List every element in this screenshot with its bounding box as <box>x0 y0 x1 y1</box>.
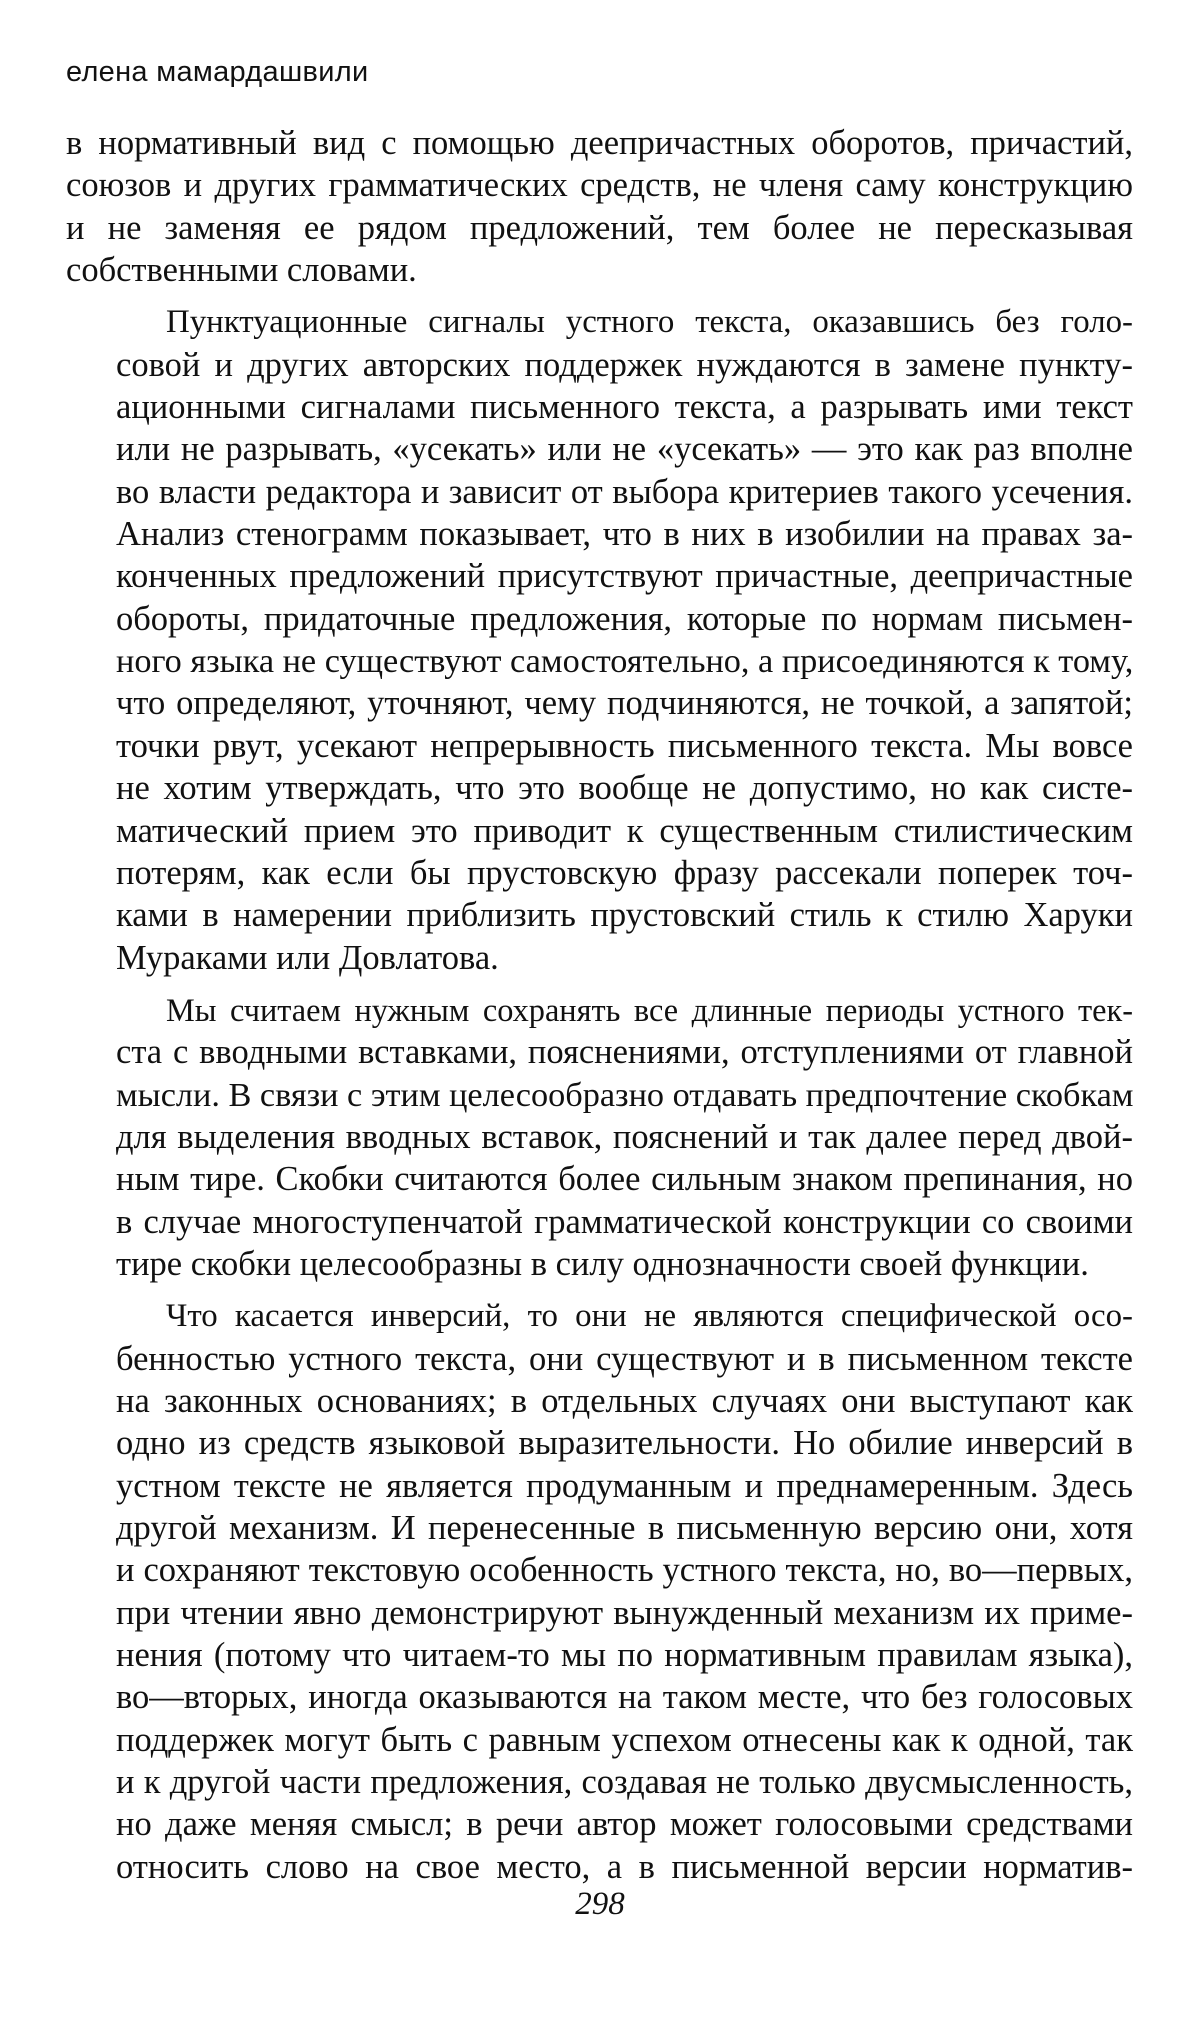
text-line: одно из средств языковой выразительности. Но обилие инверсий в <box>116 1424 1133 1463</box>
text-line: мысли. В связи с этим целесообразно отдавать предпочтение скобкам <box>116 1075 1134 1114</box>
text-line: другой механизм. И перенесенные в письменную версию они, хотя <box>116 1509 1133 1547</box>
text-line: в нормативный вид с помощью деепричастных оборотов, причастий, <box>66 124 1133 162</box>
text-line: ками в намерении приблизить прустовский стиль к стилю Харуки <box>116 896 1133 935</box>
text-line: на законных основаниях; в отдельных случаях они выступают как <box>116 1381 1133 1420</box>
text-line: и сохраняют текстовую особенность устного текста, но, во—первых, <box>116 1551 1133 1590</box>
text-line: для выделения вводных вставок, пояснений и так далее перед двой- <box>116 1117 1133 1156</box>
text-line: Мы считаем нужным сохранять все длинные периоды устного тек- <box>166 991 1133 1028</box>
text-line: конченных предложений присутствуют причастные, деепричастные <box>116 557 1133 596</box>
text-line: ного языка не существуют самостоятельно, а присоединяются к тому, <box>116 642 1134 681</box>
text-line: собственными словами. <box>66 251 417 290</box>
text-line: Мураками или Довлатова. <box>116 938 499 977</box>
text-line: поддержек могут быть с равным успехом отнесены как к одной, так <box>116 1720 1133 1759</box>
text-line: что определяют, уточняют, чему подчиняются, не точкой, а запятой; <box>116 684 1133 723</box>
page-number: 298 <box>575 1886 625 1922</box>
text-line: потерям, как если бы прустовскую фразу рассекали поперек точ- <box>116 853 1133 892</box>
text-line: в случае многоступенчатой грамматической конструкции со своими <box>116 1202 1133 1241</box>
text-line: не хотим утверждать, что это вообще не допустимо, но как систе- <box>116 769 1133 808</box>
text-line: бенностью устного текста, они существуют и в письменном тексте <box>116 1339 1133 1378</box>
text-line: Анализ стенограмм показывает, что в них в изобилии на правах за- <box>116 515 1133 554</box>
text-line: ста с вводными вставками, пояснениями, отступлениями от главной <box>116 1033 1133 1072</box>
text-line: во власти редактора и зависит от выбора критериев такого усечения. <box>116 472 1133 511</box>
text-line: Что касается инверсий, то они не являются специфической осо- <box>166 1298 1133 1335</box>
text-line: союзов и других грамматических средств, не членя саму конструкцию <box>66 166 1133 205</box>
text-line: или не разрывать, «усекать» или не «усекать» — это как раз вполне <box>116 430 1133 469</box>
text-line: но даже меняя смысл; в речи автор может голосовыми средствами <box>116 1805 1133 1844</box>
text-line: и к другой части предложения, создавая не только двусмысленность, <box>116 1763 1133 1802</box>
paragraph <box>66 301 1133 979</box>
text-line: тире скобки целесообразны в силу однозначности своей функции. <box>116 1244 1089 1283</box>
body-text <box>66 122 1133 1888</box>
paragraph <box>66 122 1133 291</box>
text-line: во—вторых, иногда оказываются на таком месте, что без голосовых <box>116 1678 1133 1717</box>
paragraph <box>66 1295 1133 1888</box>
text-line: ационными сигналами письменного текста, а разрывать ими текст <box>116 388 1133 427</box>
text-line: нения (потому что читаем-то мы по нормативным правилам языка), <box>116 1636 1133 1675</box>
text-line: устном тексте не является продуманным и преднамеренным. Здесь <box>116 1466 1133 1505</box>
text-line: при чтении явно демонстрируют вынужденный механизм их приме- <box>116 1593 1133 1632</box>
text-line: точки рвут, усекают непрерывность письменного текста. Мы вовсе <box>116 726 1133 765</box>
paragraph <box>66 989 1133 1285</box>
text-line: ным тире. Скобки считаются более сильным знаком препинания, но <box>116 1160 1133 1199</box>
text-line: Пунктуационные сигналы устного текста, оказавшись без голо- <box>166 304 1133 341</box>
text-line: совой и других авторских поддержек нуждаются в замене пункту- <box>116 345 1133 384</box>
text-line: относить слово на свое место, а в письменной версии норматив- <box>116 1847 1133 1886</box>
running-head: елена мамардашвили <box>66 56 369 88</box>
text-line: матический прием это приводит к существенным стилистическим <box>116 811 1133 850</box>
text-line: обороты, придаточные предложения, которые по нормам письмен- <box>116 599 1133 638</box>
text-line: и не заменяя ее рядом предложений, тем более не пересказывая <box>66 208 1133 247</box>
